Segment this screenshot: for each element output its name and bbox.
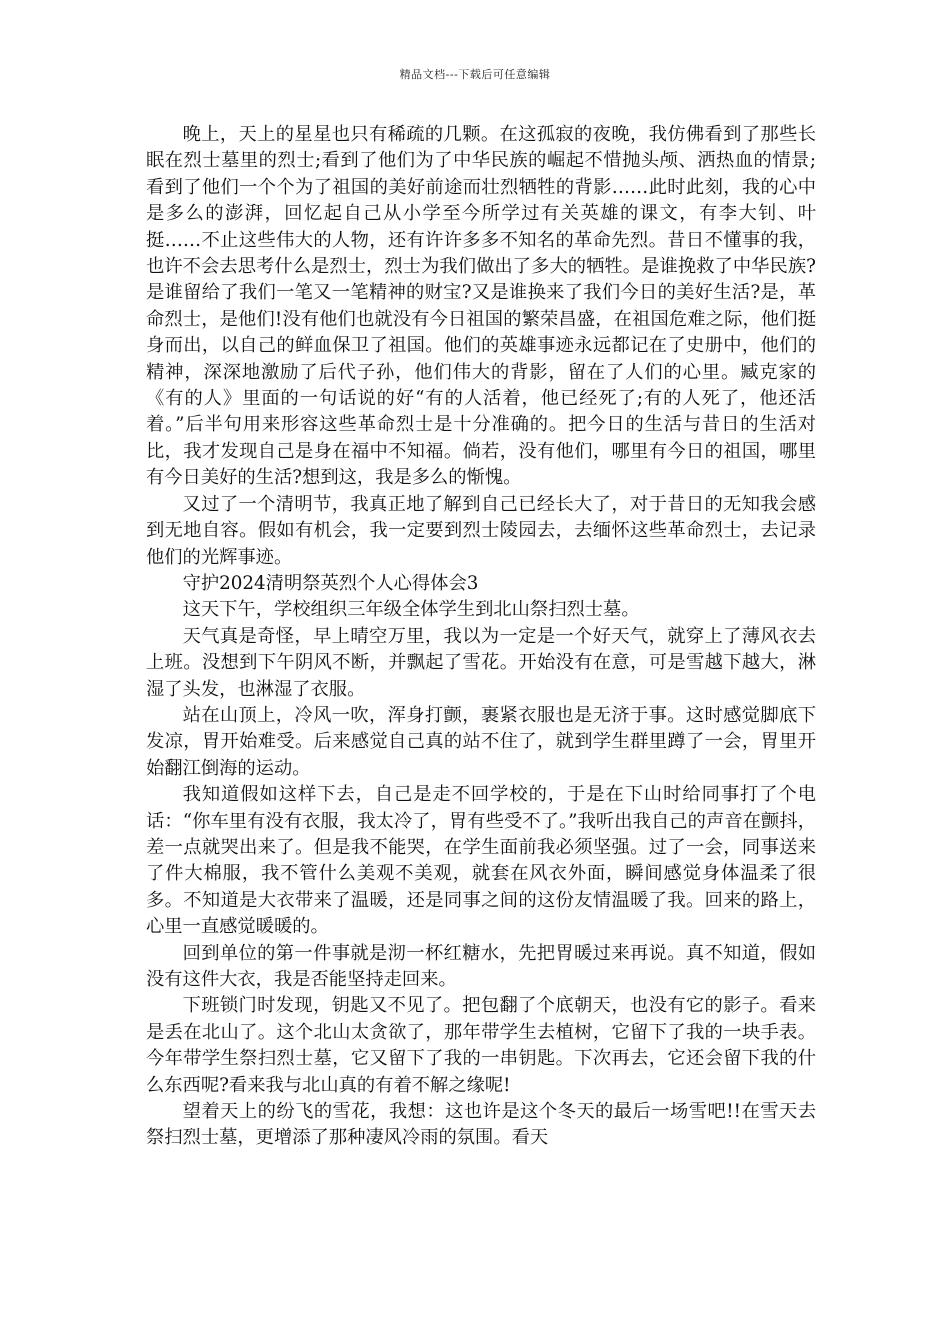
paragraph: 又过了一个清明节，我真正地了解到自己已经长大了，对于昔日的无知我会感到无地自容。假如有机会，我一定要到烈士陵园去，去缅怀这些革命烈士，去记录他们的光辉事迹。: [146, 493, 816, 568]
page-header: 精品文档---下载后可任意编辑: [399, 68, 551, 81]
section-title: 守护2024清明祭英烈个人心得体会3: [182, 572, 479, 594]
document-body: [146, 122, 816, 1152]
paragraph: 望着天上的纷飞的雪花，我想：这也许是这个冬天的最后一场雪吧!!在雪天去祭扫烈士墓，更增添了那种凄风冷雨的氛围。看天: [146, 1101, 816, 1149]
paragraph: 这天下午，学校组织三年级全体学生到北山祭扫烈士墓。: [182, 599, 640, 621]
paragraph: 晚上，天上的星星也只有稀疏的几颗。在这孤寂的夜晚，我仿佛看到了那些长眠在烈士墓里的烈士;看到了他们为了中华民族的崛起不惜抛头颅、洒热血的情景;看到了他们一个个为了祖国的美好前途而壮烈牺牲的背影……此时此刻，我的心中是多么的澎湃，回忆起自己从小学至今所学过有关英雄的课文，有李大钊、叶挺……不止这些伟大的人物，还有许许多多不知名的革命先烈。昔日不懂事的我，也许不会去思考什么是烈士，烈士为我们做出了多大的牺牲。是谁挽救了中华民族?是谁留给了我们一笔又一笔精神的财宝?又是谁换来了我们今日的美好生活?是，革命烈士，是他们!没有他们也就没有今日祖国的繁荣昌盛，在祖国危难之际，他们挺身而出，以自己的鲜血保卫了祖国。他们的英雄事迹永远都记在了史册中，他们的精神，深深地激励了后代子孙，他们伟大的背影，留在了人们的心里。臧克家的《有的人》里面的一句话说的好“有的人活着，他已经死了;有的人死了，他还活着。”后半句用来形容这些革命烈士是十分准确的。把今日的生活与昔日的生活对比，我才发现自己是身在福中不知福。倘若，没有他们，哪里有今日的祖国，哪里有今日美好的生活?想到这，我是多么的惭愧。: [146, 124, 816, 489]
paragraph: 站在山顶上，冷风一吹，浑身打颤，裹紧衣服也是无济于事。这时感觉脚底下发凉，胃开始难受。后来感觉自己真的站不住了，就到学生群里蹲了一会，胃里开始翻江倒海的运动。: [146, 704, 816, 779]
paragraph: 回到单位的第一件事就是沏一杯红糖水，先把胃暖过来再说。真不知道，假如没有这件大衣，我是否能坚持走回来。: [146, 942, 816, 990]
paragraph: 天气真是奇怪，早上晴空万里，我以为一定是一个好天气，就穿上了薄风衣去上班。没想到下午阴风不断，并飘起了雪花。开始没有在意，可是雪越下越大，淋湿了头发，也淋湿了衣服。: [146, 625, 816, 700]
paragraph: 我知道假如这样下去，自己是走不回学校的，于是在下山时给同事打了个电话：“你车里有没有衣服，我太冷了，胃有些受不了。”我听出我自己的声音在颤抖，差一点就哭出来了。但是我不能哭，在学生面前我必须坚强。过了一会，同事送来了件大棉服，我不管什么美观不美观，就套在风衣外面，瞬间感觉身体温柔了很多。不知道是大衣带来了温暖，还是同事之间的这份友情温暖了我。回来的路上，心里一直感觉暖暖的。: [146, 784, 816, 938]
paragraph: 下班锁门时发现，钥匙又不见了。把包翻了个底朝天，也没有它的影子。看来是丢在北山了。这个北山太贪欲了，那年带学生去植树，它留下了我的一块手表。今年带学生祭扫烈士墓，它又留下了我的一串钥匙。下次再去，它还会留下我的什么东西呢?看来我与北山真的有着不解之缘呢!: [146, 995, 816, 1096]
